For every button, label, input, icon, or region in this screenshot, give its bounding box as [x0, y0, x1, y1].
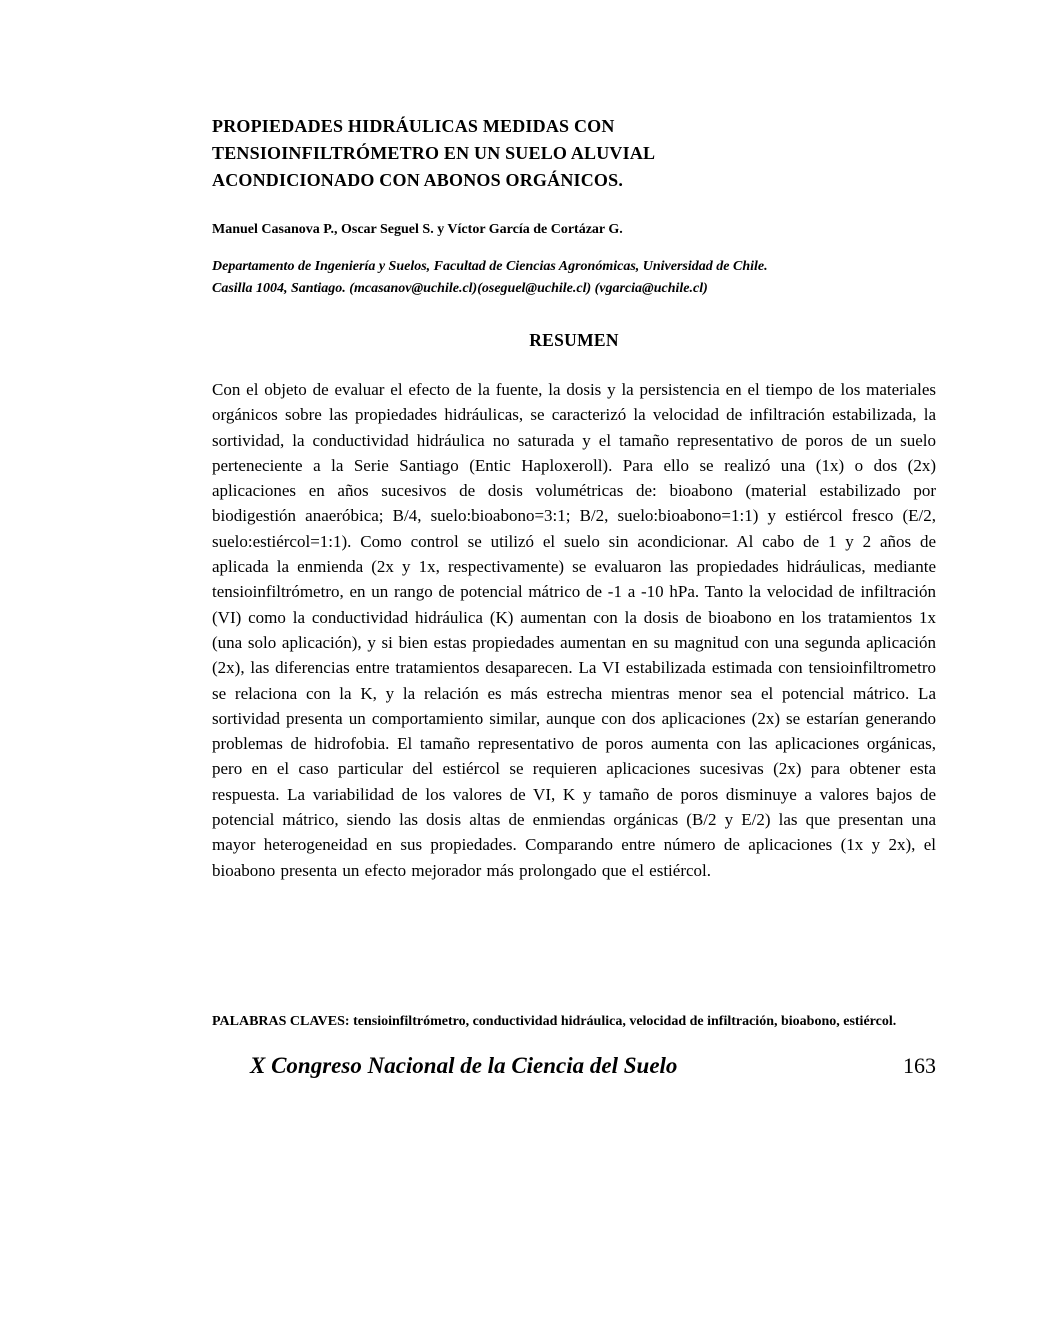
footer-congress-title: X Congreso Nacional de la Ciencia del Suelo — [250, 1052, 678, 1078]
page-footer — [212, 1053, 936, 1079]
paper-title-line-3: ACONDICIONADO CON ABONOS ORGÁNICOS. — [212, 170, 624, 190]
affiliation-line-2: Casilla 1004, Santiago. (mcasanov@uchile.cl)(oseguel@uchile.cl) (vgarcia@uchile.cl) — [212, 281, 708, 296]
paper-title — [212, 113, 936, 194]
page-content — [212, 0, 936, 1079]
keywords-paragraph — [212, 1011, 936, 1033]
affiliation-line-1: Departamento de Ingeniería y Suelos, Facultad de Ciencias Agronómicas, Universidad de Chile. — [212, 259, 768, 274]
footer-page-number: 163 — [903, 1052, 936, 1078]
abstract-paragraph: Con el objeto de evaluar el efecto de la fuente, la dosis y la persistencia en el tiempo de los materiales orgánicos sobre las propiedades hidráulicas, se caracterizó la velocidad de infiltración estabilizada, la sortividad, la conductividad hidráulica no saturada y el tamaño representativo de poros de un suelo perteneciente a la Serie Santiago (Entic Haploxeroll). Para ello se realizó una (1x) o dos (2x) aplicaciones en años sucesivos de dosis volumétricas de: bioabono (material estabilizado por biodigestión anaeróbica; B/4, suelo:bioabono=3:1; B/2, suelo:bioabono=1:1) y estiércol fresco (E/2, suelo:estiércol=1:1). Como control se utilizó el suelo sin acondicionar. Al cabo de 1 y 2 años de aplicada la enmienda (2x y 1x, respectivamente) se evaluaron las propiedades hidráulicas, mediante tensioinfiltrómetro, en un rango de potencial mátrico de -1 a -10 hPa. Tanto la velocidad de infiltración (VI) como la conductividad hidráulica (K) aumentan con la dosis de bioabono en los tratamientos 1x (una solo aplicación), y si bien estas propiedades aumentan en su magnitud con una segunda aplicación (2x), las diferencias entre tratamientos desaparecen. La VI estabilizada estimada con tensioinfiltrometro se relaciona con la K, y la relación es más estrecha mientras menor sea el potencial mátrico. La sortividad presenta un comportamiento similar, aunque con dos aplicaciones (2x) se estarían generando problemas de hidrofobia. El tamaño representativo de poros aumenta con las aplicaciones orgánicas, pero en el caso particular del estiércol se requieren aplicaciones sucesivas (2x) para obtener esta respuesta. La variabilidad de los valores de VI, K y tamaño de poros disminuye a valores bajos de potencial mátrico, siendo las dosis altas de enmiendas orgánicas (B/2 y E/2) las que presentan una mayor heterogeneidad en sus propiedades. Comparando entre número de aplicaciones (1x y 2x), el bioabono presenta un efecto mejorador más prolongado que el estiércol. — [212, 380, 936, 880]
keywords-text: tensioinfiltrómetro, conductividad hidráulica, velocidad de infiltración, bioabono, estiércol. — [349, 1013, 897, 1029]
paper-title-line-1: PROPIEDADES HIDRÁULICAS MEDIDAS CON — [212, 116, 615, 136]
affiliation — [212, 256, 936, 300]
authors-line: Manuel Casanova P., Oscar Seguel S. y Víctor García de Cortázar G. — [212, 222, 623, 237]
keywords-label: PALABRAS CLAVES: — [212, 1013, 350, 1029]
paper-title-line-2: TENSIOINFILTRÓMETRO EN UN SUELO ALUVIAL — [212, 143, 656, 163]
abstract-heading: RESUMEN — [529, 330, 619, 350]
